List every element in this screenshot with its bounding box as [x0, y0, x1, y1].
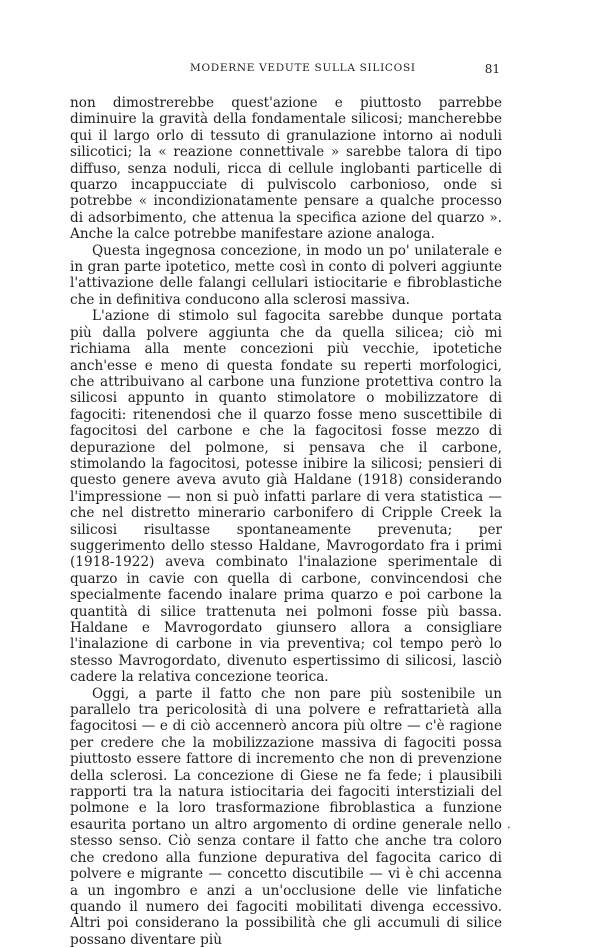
scan-speck: •	[507, 825, 511, 832]
paragraph: Oggi, a parte il fatto che non pare più sostenibile un parallelo tra pericolosità di una polvere e refrattarietà alla fagocitosi — e di ciò accennerò ancora più oltre — c'è ragione per credere che la mobilizzazione massiva di fagociti possa piuttosto essere fattore di incremento che non di prevenzione della sclerosi. La concezione di Giese ne fa fede; i plausibili rapporti tra la natura istiocitaria dei fagociti interstiziali del polmone e la loro trasformazione fibroblastica a funzione esaurita portano un altro argomento di ordine generale nello stesso senso. Ciò senza contare il fatto che anche tra coloro che credono alla funzione depurativa del fagocita carico di polvere e migrante — concetto discutibile — vi è chi accenna a un ingombro e anzi a un'occlusione delle vie linfatiche quando il numero dei fagociti mobilitati divenga eccessivo. Altri poi considerano la possibilità che gli accumuli di silice possano diventare più	[70, 685, 502, 948]
page-header	[95, 62, 500, 80]
page-number: 81	[484, 62, 500, 76]
paragraph: Questa ingegnosa concezione, in modo un po' unilaterale e in gran parte ipotetico, mette così in conto di polveri aggiunte l'attivazione delle falangi cellulari istiocitarie e fibroblastiche che in definitiva conducono alla sclerosi massiva.	[70, 242, 502, 308]
running-title: MODERNE VEDUTE SULLA SILICOSI	[190, 62, 416, 74]
body-text	[70, 95, 502, 948]
paragraph-continued: non dimostrerebbe quest'azione e piuttosto parrebbe diminuire la gravità della fondamentale silicosi; mancherebbe qui il largo orlo di tessuto di granulazione intorno ai noduli silicotici; la « reazione connettivale » sarebbe talora di tipo diffuso, senza noduli, ricca di cellule inglobanti particelle di quarzo incappucciate di pulviscolo carbonioso, onde si potrebbe « incondizionatamente pensare a qualche processo di adsorbimento, che attenua la specifica azione del quarzo ». Anche la calce potrebbe manifestare azione analoga.	[70, 95, 502, 243]
paragraph: L'azione di stimolo sul fagocita sarebbe dunque portata più dalla polvere aggiunta che da quella silicea; ciò mi richiama alla mente concezioni più vecchie, ipotetiche anch'esse e meno di questa fondate su reperti morfologici, che attribuivano al carbone una funzione protettiva contro la silicosi appunto in quanto stimolatore o mobilizzatore di fagociti: ritenendosi che il quarzo fosse meno suscettibile di fagocitosi del carbone e che la fagocitosi fosse mezzo di depurazione del polmone, si pensava che il carbone, stimolando la fagocitosi, potesse inibire la silicosi; pensieri di questo genere aveva avuto già Haldane (1918) considerando l'impressione — non si può infatti parlare di vera statistica — che nel distretto minerario carbonifero di Cripple Creek la silicosi risultasse spontaneamente prevenuta; per suggerimento dello stesso Haldane, Mavrogordato fra i primi (1918-1922) aveva combinato l'inalazione sperimentale di quarzo in cavie con quella di carbone, convincendosi che specialmente facendo inalare prima quarzo e poi carbone la quantità di silice trattenuta nei polmoni fosse più bassa. Haldane e Mavrogordato giunsero allora a consigliare l'inalazione di carbone in via preventiva; col tempo però lo stesso Mavrogordato, divenuto espertissimo di silicosi, lasciò cadere la relativa concezione teorica.	[70, 308, 502, 686]
